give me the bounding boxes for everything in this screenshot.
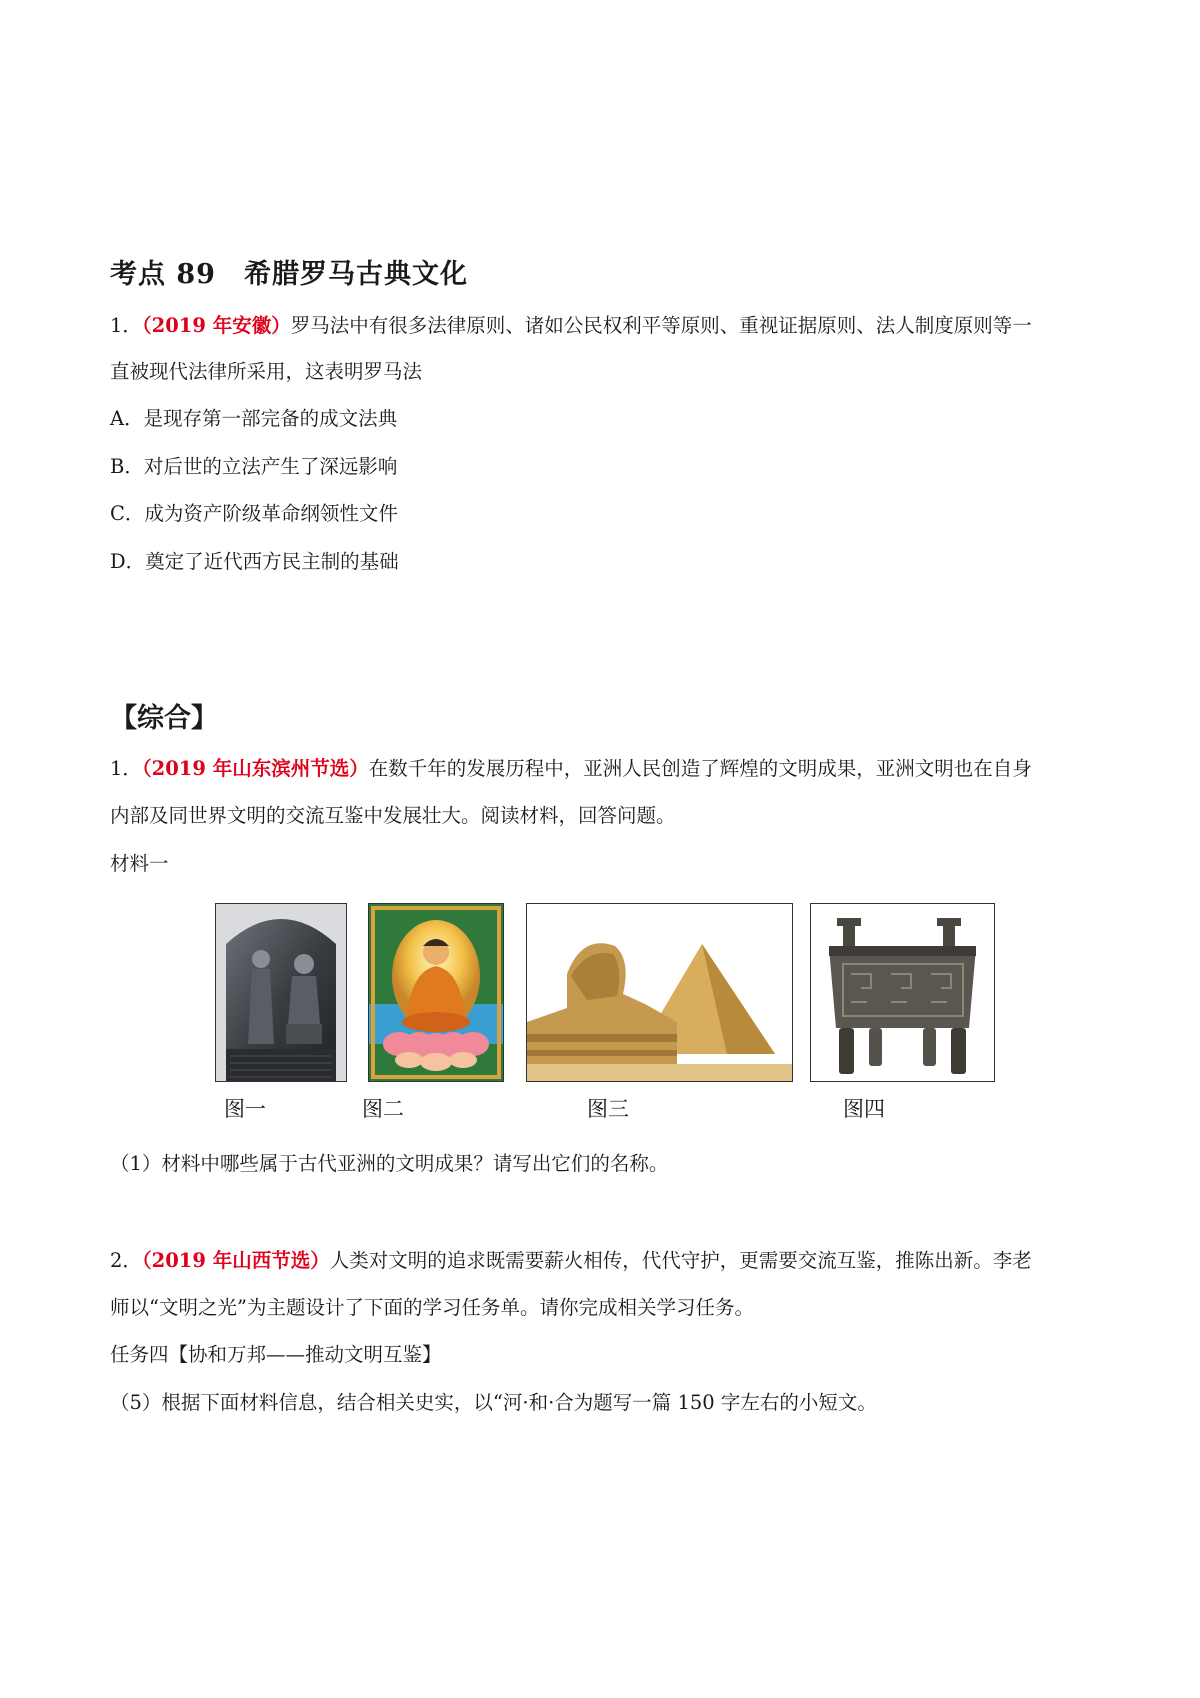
figure-1-caption: 图一 bbox=[224, 1097, 266, 1121]
q3-source: （2019 年山西节选） bbox=[141, 1249, 330, 1272]
q2-source: （2019 年山东滨州节选） bbox=[141, 757, 369, 780]
q2-index: 1． bbox=[110, 757, 142, 780]
q3-stem-line2: 师以“文明之光”为主题设计了下面的学习任务单。请你完成相关学习任务。 bbox=[110, 1296, 754, 1319]
q1-option-b: B．对后世的立法产生了深远影响 bbox=[110, 455, 398, 478]
q3-subquestion-5: （5）根据下面材料信息，结合相关史实，以“河·和·合为题写一篇 150 字左右的小短文。 bbox=[110, 1391, 877, 1414]
figure-2-buddha bbox=[368, 903, 504, 1082]
figure-3-sphinx-pyramid bbox=[526, 903, 793, 1082]
heading-number: 考点 89 bbox=[110, 259, 216, 290]
q1-stem bbox=[110, 312, 1032, 340]
q1-stem-line2: 直被现代法律所采用，这表明罗马法 bbox=[110, 360, 423, 383]
page-title bbox=[110, 252, 468, 291]
q2-subquestion-1: （1）材料中哪些属于古代亚洲的文明成果？请写出它们的名称。 bbox=[110, 1152, 669, 1175]
q3-stem bbox=[110, 1247, 1032, 1275]
q3-stem-line1: 人类对文明的追求既需要薪火相传，代代守护，更需要交流互鉴，推陈出新。李老 bbox=[329, 1249, 1032, 1272]
figure-4-caption: 图四 bbox=[843, 1097, 885, 1121]
q1-stem-line1: 罗马法中有很多法律原则、诸如公民权利平等原则、重视证据原则、法人制度原则等一 bbox=[290, 314, 1032, 337]
material-label: 材料一 bbox=[110, 852, 169, 875]
q1-index: 1． bbox=[110, 314, 142, 337]
heading-text: 希腊罗马古典文化 bbox=[243, 259, 468, 290]
section-title: 【综合】 bbox=[110, 703, 218, 734]
q3-task: 任务四【协和万邦——推动文明互鉴】 bbox=[110, 1343, 442, 1366]
q1-option-a: A．是现存第一部完备的成文法典 bbox=[110, 407, 398, 430]
q2-stem bbox=[110, 755, 1032, 783]
q1-option-c: C．成为资产阶级革命纲领性文件 bbox=[110, 502, 398, 525]
q1-source: （2019 年安徽） bbox=[141, 314, 291, 337]
figure-4-ding bbox=[810, 903, 995, 1082]
figure-2-caption: 图二 bbox=[362, 1097, 404, 1121]
q1-option-d: D．奠定了近代西方民主制的基础 bbox=[110, 550, 399, 573]
figure-1-stele bbox=[215, 903, 347, 1082]
q2-stem-line1: 在数千年的发展历程中，亚洲人民创造了辉煌的文明成果，亚洲文明也在自身 bbox=[368, 757, 1032, 780]
figure-3-caption: 图三 bbox=[587, 1097, 629, 1121]
q2-stem-line2: 内部及同世界文明的交流互鉴中发展壮大。阅读材料，回答问题。 bbox=[110, 804, 676, 827]
q3-index: 2． bbox=[110, 1249, 142, 1272]
